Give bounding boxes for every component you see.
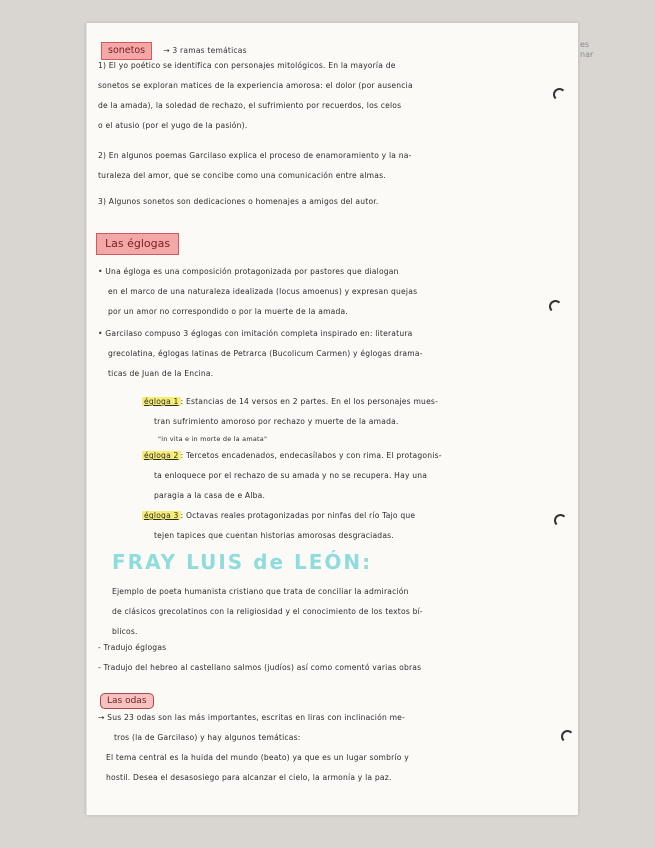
odas-paragraph xyxy=(98,708,572,788)
dash-item: - Tradujo églogas xyxy=(98,643,167,652)
eglogas-heading: Las églogas xyxy=(96,233,179,255)
text-line: hostil. Desea el desasosiego para alcanzar el cielo, la armonía y la paz. xyxy=(106,773,392,782)
egloga-1-text: : Estancias de 14 versos en 2 partes. En el los personajes mues- xyxy=(180,397,439,406)
sonetos-item-3 xyxy=(98,192,568,212)
text-line: tejen tapices que cuentan historias amorosas desgraciadas. xyxy=(154,531,394,540)
quote-line: "in vita e in morte de la amata" xyxy=(158,435,268,443)
text-line: 1) El yo poético se identifica con personajes mitológicos. En la mayoría de xyxy=(98,61,396,70)
text-line: 3) Algunos sonetos son dedicaciones o homenajes a amigos del autor. xyxy=(98,197,379,206)
dash-item: - Tradujo del hebreo al castellano salmos (judíos) así como comentó varias obras xyxy=(98,663,422,672)
odas-heading-row xyxy=(100,688,154,709)
sonetos-arrow-note: → 3 ramas temáticas xyxy=(163,46,247,55)
text-line: turaleza del amor, que se concibe como una comunicación entre almas. xyxy=(98,171,386,180)
text-line: 2) En algunos poemas Garcilaso explica el proceso de enamoramiento y la na- xyxy=(98,151,412,160)
egloga-3-label: égloga 3 xyxy=(144,511,179,520)
text-line: paragia a la casa de e Alba. xyxy=(154,491,266,500)
text-line xyxy=(142,506,572,526)
text-line: tros (la de Garcilaso) y hay algunos temáticas: xyxy=(114,733,301,742)
text-line: ticas de Juan de la Encina. xyxy=(108,369,214,378)
egloga-1-label: égloga 1 xyxy=(144,397,179,406)
text-line: ta enloquece por el rechazo de su amada y no se recupera. Hay una xyxy=(154,471,428,480)
text-line: blicos. xyxy=(112,627,138,636)
sonetos-item-1 xyxy=(98,56,568,136)
text-line: tran sufrimiento amoroso por rechazo y muerte de la amada. xyxy=(154,417,399,426)
text-line: → Sus 23 odas son las más importantes, escritas en liras con inclinación me- xyxy=(98,713,405,722)
sonetos-item-2 xyxy=(98,146,568,186)
ink-curl-icon xyxy=(553,88,566,101)
fray-luis-paragraph xyxy=(112,582,572,642)
text-line: de la amada), la soledad de rechazo, el sufrimiento por recuerdos, los celos xyxy=(98,101,402,110)
text-line: en el marco de una naturaleza idealizada (locus amoenus) y expresan quejas xyxy=(108,287,418,296)
eglogas-bullet-2 xyxy=(98,324,568,384)
ink-curl-icon xyxy=(554,514,567,527)
odas-heading: Las odas xyxy=(100,693,154,709)
fray-luis-dash-list xyxy=(98,638,572,678)
egloga-3-block xyxy=(142,506,572,546)
page-margin-line xyxy=(86,23,87,815)
text-line: • Una égloga es una composición protagonizada por pastores que dialogan xyxy=(98,267,399,276)
text-line: o el atusio (por el yugo de la pasión). xyxy=(98,121,248,130)
egloga-2-text: : Tercetos encadenados, endecasílabos y con rima. El protagonis- xyxy=(180,451,442,460)
text-line xyxy=(142,392,572,412)
sonetos-heading: sonetos xyxy=(101,42,152,60)
eglogas-bullet-1 xyxy=(98,262,568,322)
egloga-2-block xyxy=(142,446,572,506)
text-line: por un amor no correspondido o por la muerte de la amada. xyxy=(108,307,349,316)
egloga-3-text: : Octavas reales protagonizadas por ninfas del río Tajo que xyxy=(180,511,416,520)
text-line: Ejemplo de poeta humanista cristiano que trata de conciliar la admiración xyxy=(112,587,409,596)
fray-luis-title: FRAY LUIS de LEÓN: xyxy=(112,550,373,574)
text-line: sonetos se exploran matices de la experiencia amorosa: el dolor (por ausencia xyxy=(98,81,413,90)
egloga-1-block xyxy=(142,392,572,446)
ink-curl-icon xyxy=(561,730,574,743)
text-line: El tema central es la huida del mundo (beato) ya que es un lugar sombrío y xyxy=(106,753,409,762)
text-line: • Garcilaso compuso 3 églogas con imitación completa inspirado en: literatura xyxy=(98,329,413,338)
text-line: grecolatina, églogas latinas de Petrarca (Bucolicum Carmen) y églogas drama- xyxy=(108,349,423,358)
text-line xyxy=(142,446,572,466)
ink-curl-icon xyxy=(549,300,562,313)
eglogas-heading-row xyxy=(96,232,179,255)
egloga-2-label: égloga 2 xyxy=(144,451,179,460)
edge-note: es nar xyxy=(580,40,594,59)
text-line: de clásicos grecolatinos con la religiosidad y el conocimiento de los textos bí- xyxy=(112,607,423,616)
